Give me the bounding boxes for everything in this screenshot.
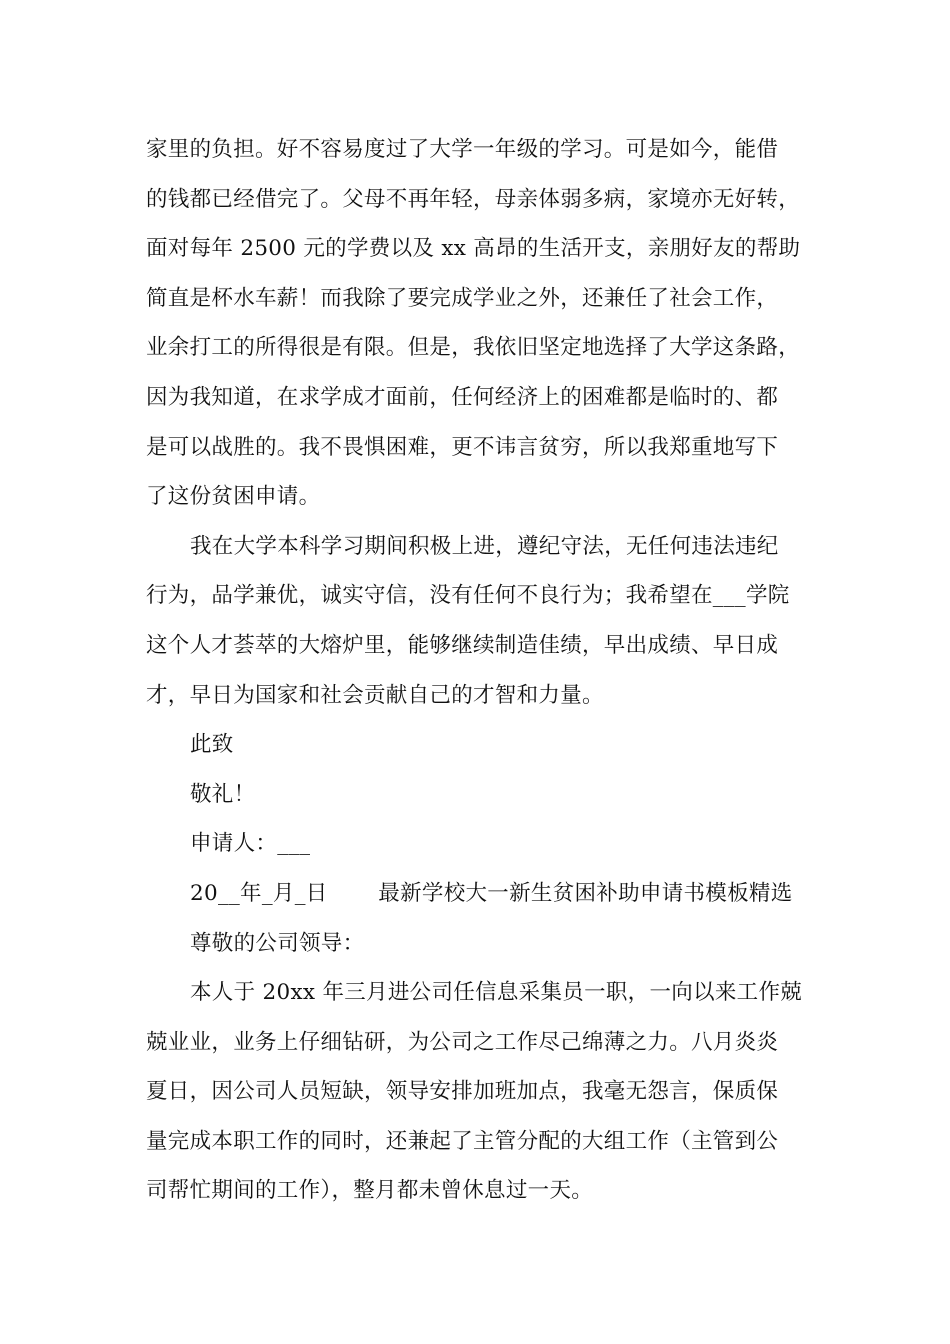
text-line: 才，早日为国家和社会贡献自己的才智和力量。	[146, 682, 604, 708]
text-line: 家里的负担。好不容易度过了大学一年级的学习。可是如今，能借	[146, 137, 779, 162]
closing-line-1: 此致	[190, 732, 234, 758]
text-line: 简直是杯水车薪！而我除了要完成学业之外，还兼任了社会工作，	[146, 285, 779, 311]
text-line: 夏日，因公司人员短缺，领导安排加班加点，我毫无怨言，保质保	[146, 1079, 779, 1105]
text-line: 业余打工的所得很是有限。但是，我依旧坚定地选择了大学这条路，	[146, 335, 801, 361]
salutation-line: 尊敬的公司领导：	[190, 930, 365, 956]
text-line: 本人于 20xx 年三月进公司任信息采集员一职，一向以来工作兢	[190, 980, 803, 1006]
paragraph-conduct	[146, 522, 826, 720]
date-and-title-line: 20__年_月_日 最新学校大一新生贫困补助申请书模板精选	[190, 880, 793, 906]
text-line: 兢业业，业务上仔细钻研，为公司之工作尽己绵薄之力。八月炎炎	[146, 1029, 779, 1055]
text-line: 这个人才荟萃的大熔炉里，能够继续制造佳绩，早出成绩、早日成	[146, 632, 779, 658]
text-line: 面对每年 2500 元的学费以及 xx 高昂的生活开支，亲朋好友的帮助	[146, 236, 801, 262]
text-line: 的钱都已经借完了。父母不再年轻，母亲体弱多病，家境亦无好转，	[146, 186, 801, 212]
text-line: 我在大学本科学习期间积极上进，遵纪守法，无任何违法违纪	[190, 533, 779, 559]
paragraph-financial-hardship	[146, 125, 826, 522]
applicant-line: 申请人：___	[190, 831, 311, 857]
text-line: 了这份贫困申请。	[146, 484, 321, 510]
document-page	[146, 125, 826, 1216]
text-line: 因为我知道，在求学成才面前，任何经济上的困难都是临时的、都	[146, 384, 779, 410]
closing-line-2: 敬礼！	[190, 781, 256, 807]
text-line: 是可以战胜的。我不畏惧困难，更不讳言贫穷，所以我郑重地写下	[146, 434, 779, 460]
text-line: 司帮忙期间的工作），整月都未曾休息过一天。	[146, 1178, 594, 1204]
text-line: 行为，品学兼优，诚实守信，没有任何不良行为；我希望在___学院	[146, 583, 790, 609]
text-line: 量完成本职工作的同时，还兼起了主管分配的大组工作（主管到公	[146, 1128, 779, 1154]
paragraph-work-record	[146, 968, 826, 1216]
